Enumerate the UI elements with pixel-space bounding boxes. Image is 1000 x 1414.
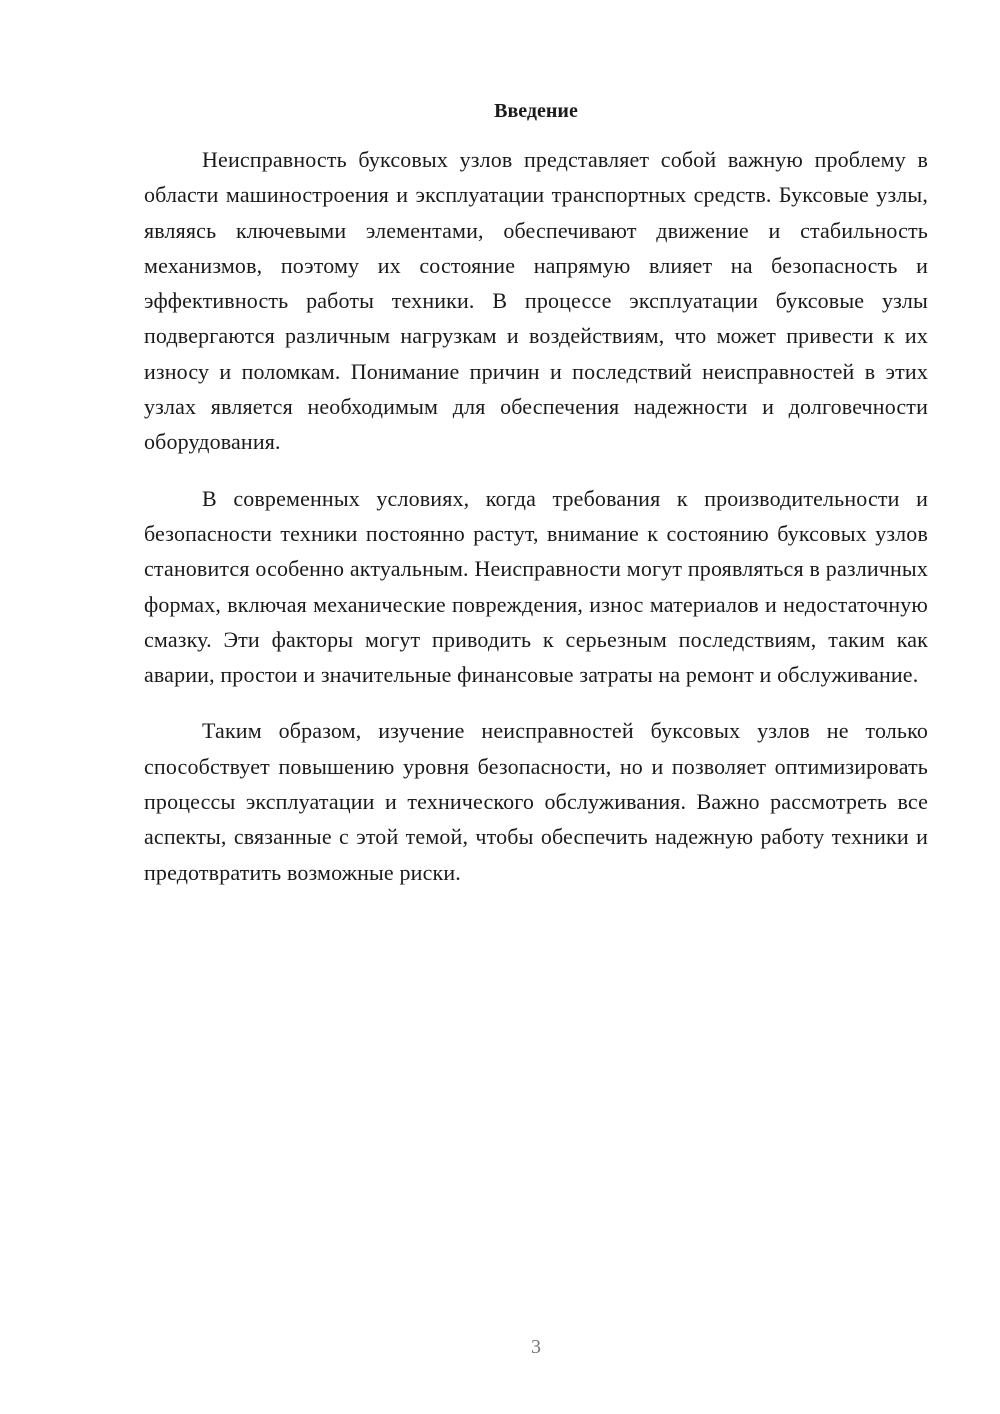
paragraph: В современных условиях, когда требования к производительности и безопасности техники постоянно растут, внимание к состоянию буксовых узлов становится особенно актуальным. Неисправности могут проявляться в различных формах, включая механические повреждения, износ материалов и недостаточную смазку. Эти факторы могут приводить к серьезным последствиям, таким как аварии, простои и значительные финансовые затраты на ремонт и обслуживание. xyxy=(144,485,928,688)
paragraph: Неисправность буксовых узлов представляет собой важную проблему в области машиностроения и эксплуатации транспортных средств. Буксовые узлы, являясь ключевыми элементами, обеспечивают движение и стабильность механизмов, поэтому их состояние напрямую влияет на безопасность и эффективность работы техники. В процессе эксплуатации буксовые узлы подвергаются различным нагрузкам и воздействиям, что может привести к их износу и поломкам. Понимание причин и последствий неисправностей в этих узлах является необходимым для обеспечения надежности и долговечности оборудования. xyxy=(144,147,928,455)
section-heading: Введение xyxy=(494,100,578,122)
page-number: 3 xyxy=(531,1336,541,1358)
body-text xyxy=(144,142,928,911)
paragraph: Таким образом, изучение неисправностей буксовых узлов не только способствует повышению уровня безопасности, но и позволяет оптимизировать процессы эксплуатации и технического обслуживания. Важно рассмотреть все аспекты, связанные с этой темой, чтобы обеспечить надежную работу техники и предотвратить возможные риски. xyxy=(144,718,928,885)
